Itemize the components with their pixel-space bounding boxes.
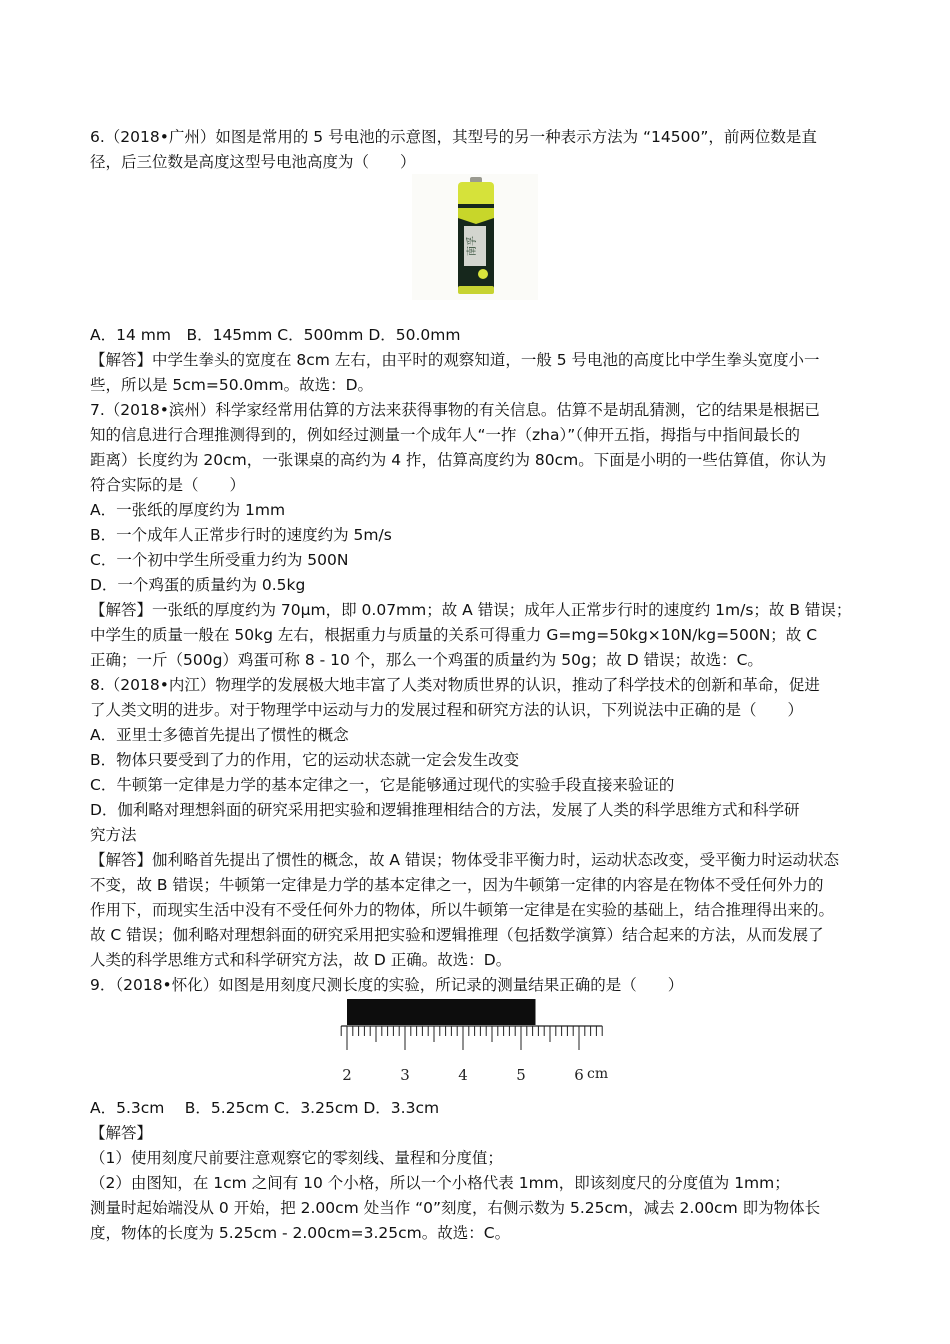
q8-answer-line-1: 【解答】伽利略首先提出了惯性的概念，故 A 错误；物体受非平衡力时，运动状态改变，受平衡力时运动状态 — [90, 851, 839, 869]
q7-stem-line-1: 7.（2018•滨州）科学家经常用估算的方法来获得事物的有关信息。估算不是胡乱猜测，它的结果是根据已 — [90, 401, 820, 419]
q6-options: A．14 mm B．145mm C．500mm D．50.0mm — [90, 326, 461, 344]
q9-answer-line-2: （2）由图知，在 1cm 之间有 10 个小格，所以一个小格代表 1mm，即该刻度尺的分度值为 1mm； — [90, 1174, 790, 1192]
q7-answer-line-3: 正确；一斤（500g）鸡蛋可称 8 - 10 个，那么一个鸡蛋的质量约为 50g；故 D 错误；故选：C。 — [90, 651, 763, 669]
q8-answer-line-2: 不变，故 B 错误；牛顿第一定律是力学的基本定律之一，因为牛顿第一定律的内容是在物体不受任何外力的 — [90, 876, 824, 894]
q8-option-d-line-1: D．伽利略对理想斜面的研究采用把实验和逻辑推理相结合的方法，发展了人类的科学思维方式和科学研 — [90, 801, 800, 819]
q6-answer-line-1: 【解答】中学生拳头的宽度在 8cm 左右，由平时的观察知道，一般 5 号电池的高度比中学生拳头宽度小一 — [90, 351, 820, 369]
q9-options: A．5.3cm B．5.25cm C．3.25cm D．3.3cm — [90, 1099, 440, 1117]
q6-answer-line-2: 些，所以是 5cm=50.0mm。故选：D。 — [90, 376, 374, 394]
battery-image — [412, 174, 538, 300]
q6-stem-line-2: 径，后三位数是高度这型号电池高度为（ ） — [90, 153, 416, 171]
q7-option-b: B．一个成年人正常步行时的速度约为 5m/s — [90, 526, 392, 544]
measured-object — [347, 999, 536, 1025]
q9-stem: 9．（2018•怀化）如图是用刻度尺测长度的实验，所记录的测量结果正确的是（ ） — [90, 976, 684, 994]
q8-option-d-line-2: 究方法 — [90, 826, 137, 844]
q8-answer-line-5: 人类的科学思维方式和科学研究方法，故 D 正确。故选：D。 — [90, 951, 512, 969]
q8-answer-line-4: 故 C 错误；伽利略对理想斜面的研究采用把实验和逻辑推理（包括数学演算）结合起来的方法，从而发展了 — [90, 926, 824, 944]
ruler-tick-label: 2 — [342, 1066, 352, 1084]
q8-stem-line-2: 了人类文明的进步。对于物理学中运动与力的发展过程和研究方法的认识，下列说法中正确的是（ ） — [90, 701, 804, 719]
ruler-tick-label: 5 — [516, 1066, 526, 1084]
battery-brand-label: 南孚 — [467, 236, 478, 256]
q7-option-a: A．一张纸的厚度约为 1mm — [90, 501, 286, 519]
ruler-figure — [337, 994, 615, 1090]
q7-option-d: D．一个鸡蛋的质量约为 0.5kg — [90, 576, 306, 594]
ruler-tick-label: 3 — [400, 1066, 410, 1084]
q8-answer-line-3: 作用下，而现实生活中没有不受任何外力的物体，所以牛顿第一定律是在实验的基础上，结合推理得出来的。 — [90, 901, 835, 919]
q9-answer-line-1: （1）使用刻度尺前要注意观察它的零刻线、量程和分度值； — [90, 1149, 503, 1167]
q8-option-b: B．物体只要受到了力的作用，它的运动状态就一定会发生改变 — [90, 751, 520, 769]
ruler — [337, 994, 615, 1090]
q7-stem-line-2: 知的信息进行合理推测得到的，例如经过测量一个成年人“一拃（zha）”（伸开五指，拇指与中指间最长的 — [90, 426, 801, 444]
ruler-unit-label: cm — [587, 1066, 609, 1082]
q8-option-c: C．牛顿第一定律是力学的基本定律之一，它是能够通过现代的实验手段直接来验证的 — [90, 776, 675, 794]
q9-answer-line-3: 测量时起始端没从 0 开始，把 2.00cm 处当作 “0”刻度，右侧示数为 5.25cm，减去 2.00cm 即为物体长 — [90, 1199, 821, 1217]
q8-option-a: A．亚里士多德首先提出了惯性的概念 — [90, 726, 349, 744]
q9-answer-line-4: 度，物体的长度为 5.25cm - 2.00cm=3.25cm。故选：C。 — [90, 1224, 511, 1242]
q8-stem-line-1: 8.（2018•内江）物理学的发展极大地丰富了人类对物质世界的认识，推动了科学技术的创新和革命，促进 — [90, 676, 820, 694]
ruler-tick-label: 6 — [574, 1066, 584, 1084]
q7-answer-line-2: 中学生的质量一般在 50kg 左右，根据重力与质量的关系可得重力 G=mg=50kg×10N/kg=500N；故 C — [90, 626, 818, 644]
q7-stem-line-4: 符合实际的是（ ） — [90, 476, 246, 494]
ruler-tick-label: 4 — [458, 1066, 468, 1084]
q9-answer-title: 【解答】 — [90, 1124, 153, 1142]
q6-stem-line-1: 6.（2018•广州）如图是常用的 5 号电池的示意图，其型号的另一种表示方法为 “14500”，前两位数是直 — [90, 128, 817, 146]
q7-answer-line-1: 【解答】一张纸的厚度约为 70μm，即 0.07mm；故 A 错误；成年人正常步行时的速度约 1m/s；故 B 错误； — [90, 601, 852, 619]
q7-stem-line-3: 距离）长度约为 20cm，一张课桌的高约为 4 拃，估算高度约为 80cm。下面是小明的一些估算值，你认为 — [90, 451, 827, 469]
q7-option-c: C．一个初中学生所受重力约为 500N — [90, 551, 349, 569]
